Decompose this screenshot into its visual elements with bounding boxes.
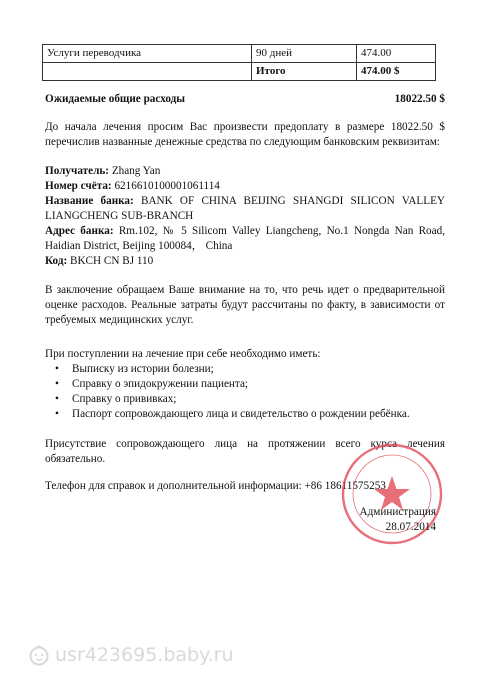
bank-name-label: Название банка: [45,195,134,207]
table-cell: 90 дней [252,45,357,63]
table-cell [43,63,252,81]
site-watermark [28,644,234,666]
list-item: • Справку о прививках; [45,392,445,407]
table-row [43,63,436,81]
bank-address-line [45,224,445,254]
account-value: 6216610100001061114 [111,180,220,192]
signature-block [344,505,436,535]
prepayment-paragraph: До начала лечения просим Вас произвести предоплату в размере 18022.50 $ перечислив названные денежные средства по следующим банковским реквизитам: [45,121,445,148]
list-item: • Выписку из истории болезни; [45,362,445,377]
watermark-text: usr423695.baby.ru [55,643,234,666]
total-amount: 474.00 $ [357,63,436,81]
bank-name-line [45,194,445,224]
expected-costs-line [45,92,445,107]
needed-intro: При поступлении на лечение при себе необходимо иметь: [45,348,321,360]
account-label: Номер счёта: [45,180,112,192]
list-item: • Паспорт сопровождающего лица и свидетельство о рождении ребёнка. [45,407,445,422]
phone-line: Телефон для справок и дополнительной информации: +86 18611575253 [45,480,386,492]
list-item: • Справку о эпидокружении пациента; [45,377,445,392]
recipient-line [45,164,445,179]
bank-code-line [45,254,445,269]
bank-code-value: BKCH CN BJ 110 [67,255,154,267]
recipient-value: Zhang Yan [109,165,161,177]
bank-code-label: Код: [45,255,68,267]
signature-date: 28.07.2014 [385,521,436,533]
baby-face-icon [28,644,50,666]
account-line [45,179,445,194]
expected-costs-amount: 18022.50 $ [394,93,445,105]
escort-paragraph: Присутствие сопровождающего лица на протяжении всего курса лечения обязательно. [45,438,445,465]
costs-table [42,44,436,81]
recipient-label: Получатель: [45,165,110,177]
signature-role: Администрация [359,506,436,518]
expected-costs-label: Ожидаемые общие расходы [45,93,186,105]
total-label: Итого [252,63,357,81]
conclusion-paragraph: В заключение обращаем Ваше внимание на то, что речь идет о предварительной оценке расходов. Реальные затраты будут рассчитаны по факту, в зависимости от требуемых медицинских услуг. [45,284,445,326]
table-row [43,45,436,63]
table-cell: Услуги переводчика [43,45,252,63]
bank-address-label: Адрес банка: [45,225,114,237]
needed-list [45,362,445,422]
bank-name-value: BANK OF CHINA BEIJING SHANGDI SILICON VALLEY LIANGCHENG SUB-BRANCH [45,195,445,222]
bank-details [45,164,445,269]
bank-address-value: Rm.102, № 5 Silicom Valley Liangcheng, No.1 Nongda Nan Road, Haidian District, Beijing 100084， China [45,225,445,252]
table-cell: 474.00 [357,45,436,63]
